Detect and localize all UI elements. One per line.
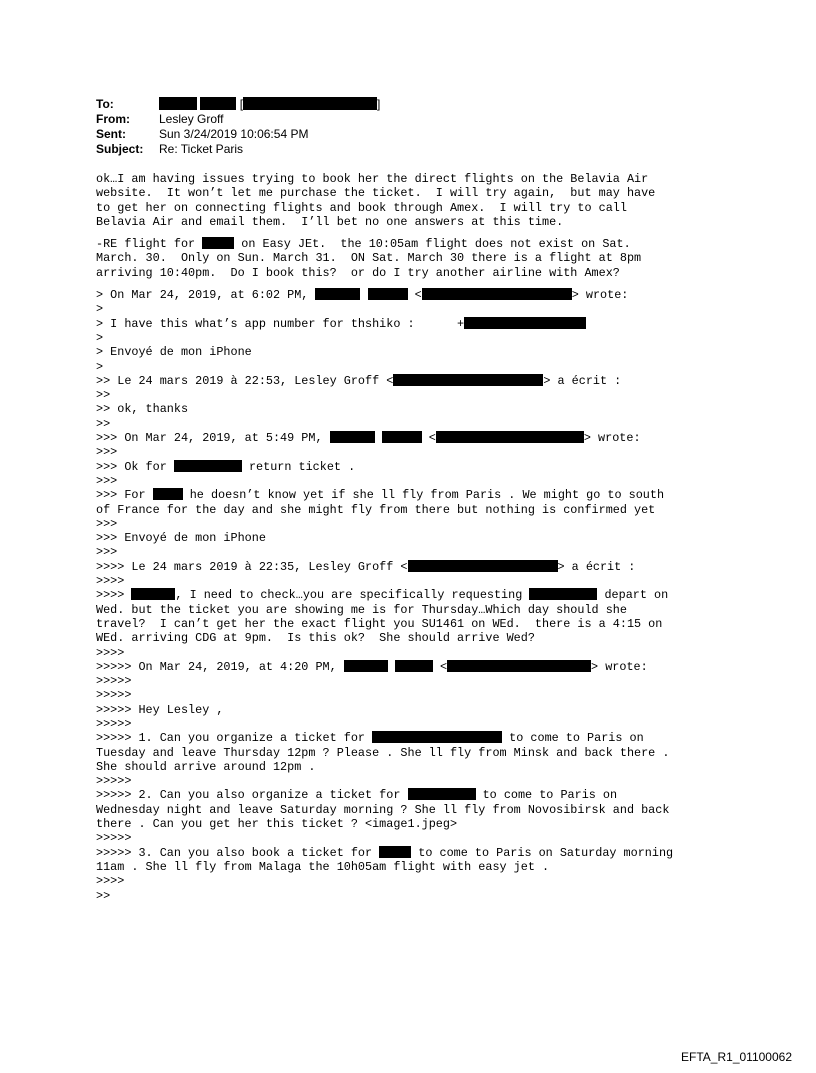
quote-line: >>> [96,545,118,560]
quote-line [96,588,736,602]
text-segment: > a écrit : [557,559,636,574]
redaction-block [395,660,433,672]
redaction-block [153,488,183,500]
redaction-block [315,288,360,300]
quote-line [96,460,736,474]
text-segment: >>>> Le 24 mars 2019 à 22:35, Lesley Groff < [96,559,408,574]
quote-line: >>> Envoyé de mon iPhone [96,531,266,546]
quote-line: Tuesday and leave Thursday 12pm ? Please . She ll fly from Minsk and back there . [96,745,670,760]
body-line: website. It won’t let me purchase the ticket. I will try again, but may have [96,186,656,201]
sent-value: Sun 3/24/2019 10:06:54 PM [159,127,309,141]
text-segment: >>> For [96,488,153,503]
text-segment: >>>> [96,588,132,603]
quote-line: >>>> [96,874,125,889]
quote-line: >>>> [96,574,125,589]
quote-line: > [96,302,104,317]
paragraph-gap [96,280,736,288]
text-segment: to come to Paris on [502,731,644,746]
paragraph-gap [96,229,736,237]
quote-line: >>>>> Hey Lesley , [96,702,224,717]
redaction-block [379,846,411,858]
body-line: March. 30. Only on Sun. March 31. ON Sat. March 30 there is a flight at 8pm [96,251,642,266]
text-segment: > On Mar 24, 2019, at 6:02 PM, [96,288,316,303]
text-segment: < [421,431,436,446]
from-value: Lesley Groff [159,112,224,126]
quote-line: >> ok, thanks [96,402,189,417]
body-line: to get her on connecting flights and book through Amex. I will try to call [96,200,627,215]
quote-line: >>>>> [96,688,132,703]
quote-line [96,288,736,302]
redaction-block [422,288,572,300]
quote-line: She should arrive around 12pm . [96,759,316,774]
redaction-block [447,660,591,672]
redaction-block [382,431,422,443]
quote-line: >>> [96,445,118,460]
quote-line [96,317,736,331]
redaction-block [372,731,502,743]
quote-line: >>>>> [96,831,132,846]
quote-line [96,731,736,745]
text-segment: >> Le 24 mars 2019 à 22:53, Lesley Groff < [96,373,394,388]
quote-line: >>>>> [96,674,132,689]
redaction-block [529,588,597,600]
text-segment: > wrote: [591,659,648,674]
quote-line [96,846,736,860]
body-line [96,237,736,251]
redaction-block [464,317,586,329]
document-id: EFTA_R1_01100062 [681,1050,792,1064]
subject-value: Re: Ticket Paris [159,142,244,156]
text-segment: to come to Paris on [475,788,618,803]
text-segment: depart on [597,588,669,603]
quote-line: >> [96,888,111,903]
quote-line: there . Can you get her this ticket ? <image1.jpeg> [96,817,458,832]
text-segment: > I have this what’s app number for thshiko : + [96,316,465,331]
quote-line: WEd. arriving CDG at 9pm. Is this ok? She should arrive Wed? [96,631,535,646]
quote-line [96,660,736,674]
text-segment: >>> On Mar 24, 2019, at 5:49 PM, [96,431,330,446]
text-segment: >>>>> 2. Can you also organize a ticket for [96,788,408,803]
text-segment: he doesn’t know yet if she ll fly from Paris . We might go to south [182,488,665,503]
text-segment: to come to Paris on Saturday morning [411,845,674,860]
quote-line: >>>> [96,645,125,660]
quote-line: >> [96,416,111,431]
redaction-block [368,288,408,300]
body-line: arriving 10:40pm. Do I book this? or do I try another airline with Amex? [96,265,620,280]
quote-line: >>> [96,473,118,488]
subject-label: Subject: [96,142,144,156]
redaction-block [159,97,197,110]
to-bracket-open: [ [239,97,244,111]
text-segment: >>> Ok for [96,459,174,474]
email-body [96,172,736,903]
redaction-block [408,560,558,572]
redaction-block [200,97,236,110]
text-segment: >>>>> 3. Can you also book a ticket for [96,845,380,860]
to-value [159,97,380,112]
body-line: Belavia Air and email them. I’ll bet no one answers at this time. [96,214,564,229]
redaction-block [174,460,242,472]
quote-line: >>>>> [96,774,132,789]
quote-line: > [96,359,104,374]
quote-line [96,431,736,445]
sent-label: Sent: [96,127,126,141]
text-segment: , I need to check…you are specifically requesting [175,588,530,603]
text-segment: return ticket . [241,459,356,474]
redaction-block [243,97,377,110]
quote-line: >>> [96,516,118,531]
quote-line [96,788,736,802]
text-segment: on Easy JEt. the 10:05am flight does not exist on Sat. [234,237,631,252]
quote-line: >>>>> [96,716,132,731]
text-segment: -RE flight for [96,237,203,252]
text-segment: >>>>> 1. Can you organize a ticket for [96,731,373,746]
quote-line: > Envoyé de mon iPhone [96,345,252,360]
from-label: From: [96,112,130,126]
redaction-block [393,374,543,386]
quote-line [96,488,736,502]
text-segment: >>>>> On Mar 24, 2019, at 4:20 PM, [96,659,344,674]
quote-line: Wed. but the ticket you are showing me is for Thursday…Which day should she [96,602,627,617]
redaction-block [131,588,175,600]
redaction-block [202,237,234,249]
quote-line: 11am . She ll fly from Malaga the 10h05am flight with easy jet . [96,859,550,874]
quote-line: > [96,330,104,345]
text-segment: < [407,288,422,303]
quote-line: Wednesday night and leave Saturday morning ? She ll fly from Novosibirsk and back [96,802,670,817]
text-segment: > a écrit : [543,373,622,388]
quote-line: >> [96,388,111,403]
quote-line: of France for the day and she might fly from there but nothing is confirmed yet [96,502,656,517]
body-line: ok…I am having issues trying to book her the direct flights on the Belavia Air [96,172,649,186]
redaction-block [330,431,375,443]
text-segment: > wrote: [583,431,641,446]
text-segment: < [432,659,448,674]
text-segment: > wrote: [571,288,629,303]
quote-line: travel? I can’t get her the exact flight you SU1461 on WEd. there is a 4:15 on [96,616,663,631]
redaction-block [436,431,584,443]
quote-line [96,374,736,388]
quote-line [96,560,736,574]
to-bracket-close: ] [377,97,381,111]
to-label: To: [96,97,114,111]
redaction-block [408,788,476,800]
redaction-block [344,660,388,672]
